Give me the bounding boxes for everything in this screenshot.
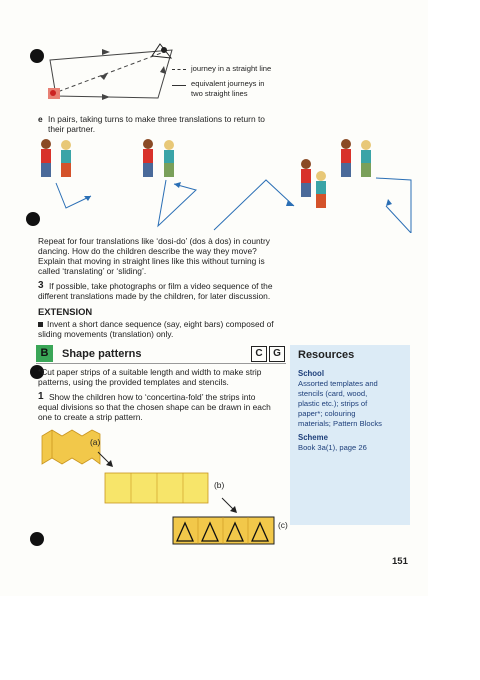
section-b-step-line-1: Show the children how to ‘concertina-fold’ the strips into — [49, 392, 256, 402]
section-b-intro-2: patterns, using the provided templates and stencils. — [38, 377, 229, 387]
resources-school-heading: School — [298, 369, 324, 378]
section-b-badge: B — [36, 345, 53, 362]
strip-a-label: (a) — [90, 437, 101, 447]
arrow-b-to-c — [220, 496, 240, 516]
folded-strip-b — [104, 472, 210, 504]
extension-line-2: sliding movements (translation) only. — [38, 329, 174, 339]
legend-solid-line — [172, 85, 186, 86]
badge-g: G — [269, 346, 285, 362]
resources-panel — [290, 345, 410, 525]
activity-e-letter: e — [38, 114, 43, 124]
legend-straight-label: journey in a straight line — [191, 64, 272, 73]
strip-b-label: (b) — [214, 480, 225, 490]
extension-bullet — [38, 322, 43, 327]
legend-equivalent-label-1: equivalent journeys in — [191, 79, 265, 88]
step-3-line-1: If possible, take photographs or film a video sequence of the — [49, 281, 273, 291]
extension-heading: EXTENSION — [38, 306, 93, 317]
triangle-pattern-strip-c — [172, 516, 276, 546]
step-3-line-2: different translations made by the children, for later discussion. — [38, 291, 271, 301]
section-b-step-line-2: equal divisions so that the chosen shape can be drawn in each — [38, 402, 271, 412]
translation-paragraph-line-1: Repeat for four translations like ‘dosi-do’ (dos à dos) in country — [38, 236, 270, 246]
section-b-step-line-3: one to create a strip pattern. — [38, 412, 143, 422]
children-pair-3 — [301, 159, 326, 208]
translation-paragraph-line-3: Explain that moving in straight lines like this without turning is — [38, 256, 265, 266]
resources-school-line-3: plastic etc.); strips of — [298, 399, 368, 408]
resources-school-line-1: Assorted templates and — [298, 379, 378, 388]
resources-school-line-5: materials; Pattern Blocks — [298, 419, 382, 428]
children-pair-4 — [341, 139, 371, 177]
children-pair-1 — [41, 139, 71, 177]
resources-scheme-line-1: Book 3a(1), page 26 — [298, 443, 367, 452]
section-b-title: Shape patterns — [62, 348, 142, 360]
children-pair-2 — [143, 139, 174, 177]
activity-e-line-2: their partner. — [48, 124, 96, 134]
legend-dashed-line — [172, 69, 186, 70]
resources-scheme-heading: Scheme — [298, 433, 328, 442]
translation-journey-diagram — [40, 36, 190, 106]
resources-heading: Resources — [298, 349, 355, 361]
legend-equivalent-label-2: two straight lines — [191, 89, 248, 98]
resources-school-line-4: paper*; colouring — [298, 409, 356, 418]
step-3-number: 3 — [38, 280, 44, 291]
translation-paragraph-line-4: called ‘translating’ or ‘sliding’. — [38, 266, 147, 276]
concertina-strip-a — [40, 428, 102, 468]
children-translation-illustration — [36, 138, 416, 233]
section-b-rule — [36, 363, 286, 364]
section-b-step-number: 1 — [38, 391, 44, 402]
badge-c: C — [251, 346, 267, 362]
section-b-intro-1: *Cut paper strips of a suitable length and width to make strip — [38, 367, 262, 377]
binder-hole-bottom — [30, 532, 44, 546]
translation-paragraph-line-2: dancing. How do the children describe the way they move? — [38, 246, 257, 256]
extension-line-1: Invent a short dance sequence (say, eight bars) composed of — [47, 319, 274, 329]
resources-school-line-2: stencils (card, wood, — [298, 389, 368, 398]
activity-e-line-1: In pairs, taking turns to make three translations to return to — [48, 114, 265, 124]
arrow-a-to-b — [96, 450, 116, 470]
strip-c-label: (c) — [278, 520, 288, 530]
page-number: 151 — [392, 556, 408, 567]
